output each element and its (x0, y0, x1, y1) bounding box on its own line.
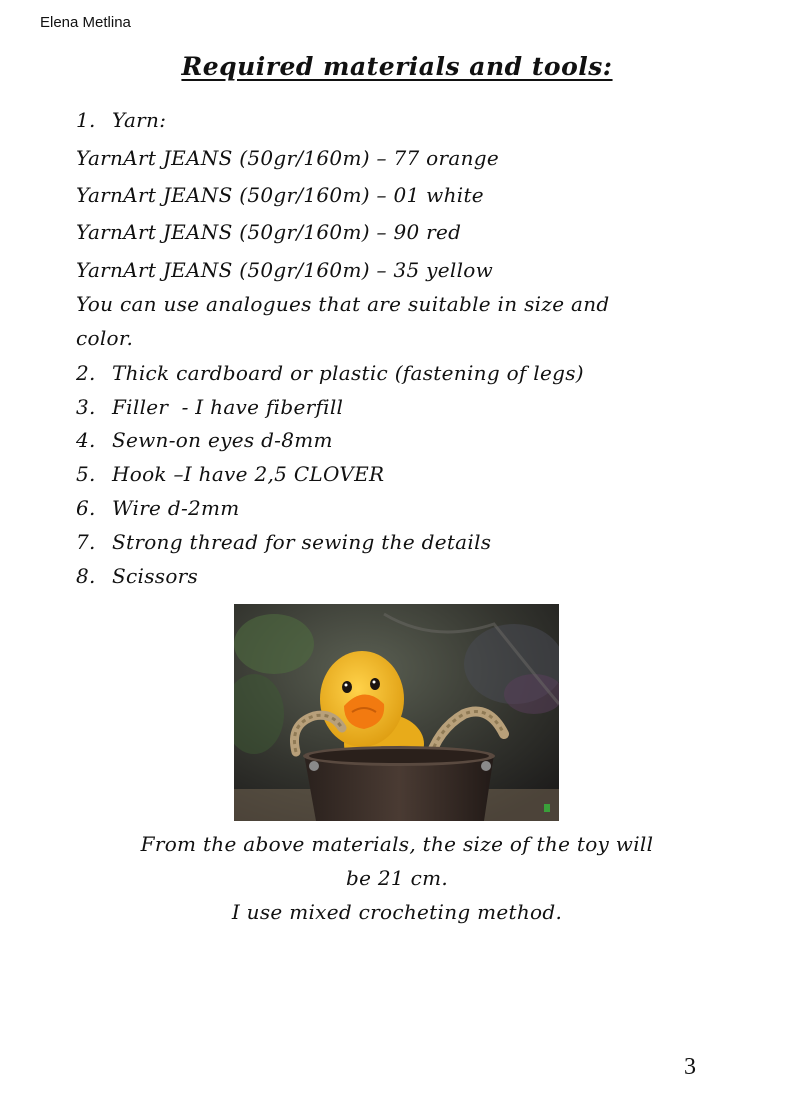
list-label: Thick cardboard or plastic (fastening of legs) (112, 361, 584, 385)
caption-line: I use mixed crocheting method. (231, 900, 563, 924)
yarn-line: YarnArt JEANS (50gr/160m) – 90 red (76, 220, 462, 244)
list-number: 3. (76, 395, 96, 419)
analogues-note: color. (76, 326, 134, 350)
list-number: 8. (76, 564, 96, 588)
list-label: Yarn: (112, 108, 167, 132)
list-item (76, 496, 240, 520)
list-number: 2. (76, 361, 96, 385)
list-label: Hook –I have 2,5 CLOVER (112, 462, 385, 486)
list-item (76, 361, 584, 385)
duck-photo (234, 604, 559, 821)
list-number: 5. (76, 462, 96, 486)
yarn-line: YarnArt JEANS (50gr/160m) – 35 yellow (76, 258, 494, 282)
list-item (76, 564, 198, 588)
list-label: Strong thread for sewing the details (112, 530, 492, 554)
list-number: 4. (76, 428, 96, 452)
page-title: Required materials and tools: (181, 52, 613, 81)
caption-line: be 21 cm. (345, 866, 449, 890)
analogues-note: You can use analogues that are suitable in size and (76, 292, 610, 316)
list-label: Sewn-on eyes d-8mm (112, 428, 333, 452)
list-item (76, 395, 343, 419)
list-label: Filler - I have fiberfill (112, 395, 344, 419)
list-number: 7. (76, 530, 96, 554)
list-number: 1. (76, 108, 96, 132)
list-item (76, 108, 166, 132)
list-item (76, 428, 333, 452)
list-label: Wire d-2mm (112, 496, 240, 520)
list-item (76, 530, 491, 554)
list-label: Scissors (112, 564, 199, 588)
yarn-line: YarnArt JEANS (50gr/160m) – 01 white (76, 183, 484, 207)
caption-line: From the above materials, the size of the toy will (140, 832, 654, 856)
author-name: Elena Metlina (40, 14, 131, 31)
list-number: 6. (76, 496, 96, 520)
yarn-line: YarnArt JEANS (50gr/160m) – 77 orange (76, 146, 499, 170)
list-item (76, 462, 384, 486)
page-number: 3 (684, 1054, 696, 1080)
